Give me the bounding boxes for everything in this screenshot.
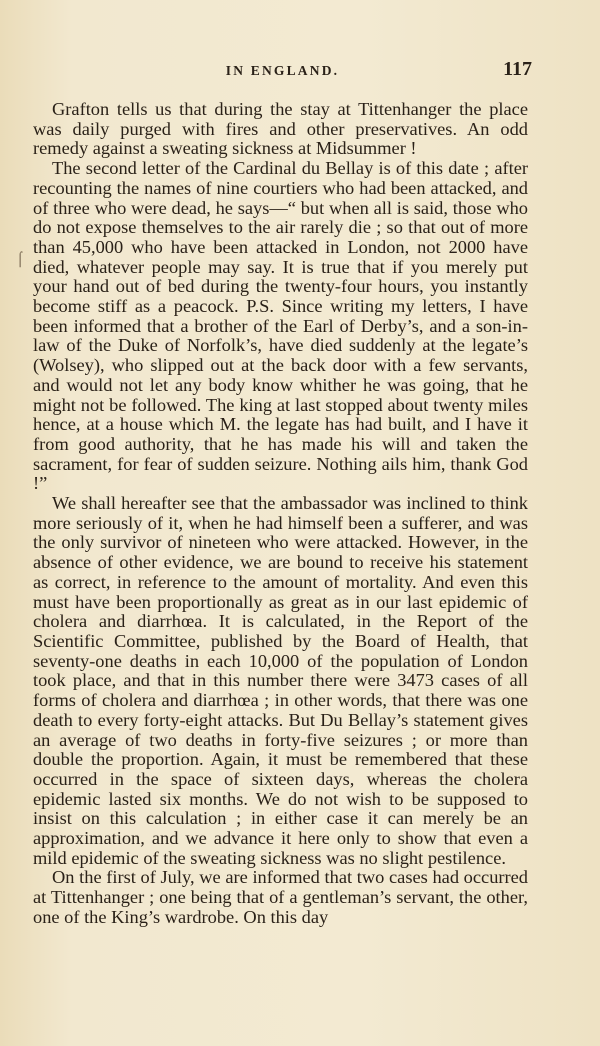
paragraph: On the first of July, we are informed that two cases had occurred at Tittenhanger ; one being that of a gentleman’s servant, the other, one of the King’s wardrobe. On this day — [33, 867, 528, 927]
page-header — [33, 58, 532, 88]
paragraph: Grafton tells us that during the stay at Tittenhanger the place was daily purged with fires and other preservatives. An odd remedy against a sweating sickness at Midsummer ! — [33, 99, 528, 159]
paragraph: We shall hereafter see that the ambassador was inclined to think more seriously of it, when he had himself been a sufferer, and was the only survivor of nineteen who were attacked. However, in the absence of other evidence, we are bound to receive his statement as correct, in reference to the amount of mortality. And even this must have been proportionally as great as in our last epidemic of cholera and diarrhœa. It is calculated, in the Report of the Scientific Committee, published by the Board of Health, that seventy-one deaths in each 10,000 of the population of London took place, and that in this number there were 3473 cases of all forms of cholera and diarrhœa ; in other words, that there was one death to every forty-eight attacks. But Du Bellay’s statement gives an average of two deaths in forty-five seizures ; or more than double the proportion. Again, it must be remembered that these occurred in the space of sixteen days, whereas the cholera epidemic lasted six months. We do not wish to be supposed to insist on this calculation ; in either case it can merely be an approximation, and we advance it here only to show that even a mild epidemic of the sweating sickness was no slight pestilence. — [33, 493, 528, 868]
paragraph: The second letter of the Cardinal du Bellay is of this date ; after recounting the names of nine courtiers who had been attacked, and of three who were dead, he says—“ but when all is said, those who do not expose themselves to the air rarely die ; so that out of more than 45,000 who have been attacked in London, not 2000 have died, whatever people may say. It is true that if you merely put your hand out of bed during the twenty-four hours, you instantly become stiff as a peacock. P.S. Since writing my letters, I have been informed that a brother of the Earl of Derby’s, and a son-in-law of the Duke of Norfolk’s, have died suddenly at the legate’s (Wolsey), who slipped out at the back door with a few servants, and would not let any body know whither he was going, that he might not be followed. The king at last stopped about twenty miles hence, at a house which M. the legate has had built, and I have it from good authority, that he has made his will and taken the sacrament, for fear of sudden seizure. Nothing ails him, thank God !” — [33, 158, 528, 494]
body-text — [33, 100, 528, 928]
page-number: 117 — [503, 58, 532, 80]
margin-pencil-mark: ⌠ — [16, 252, 25, 267]
running-head: IN ENGLAND. — [225, 63, 340, 78]
